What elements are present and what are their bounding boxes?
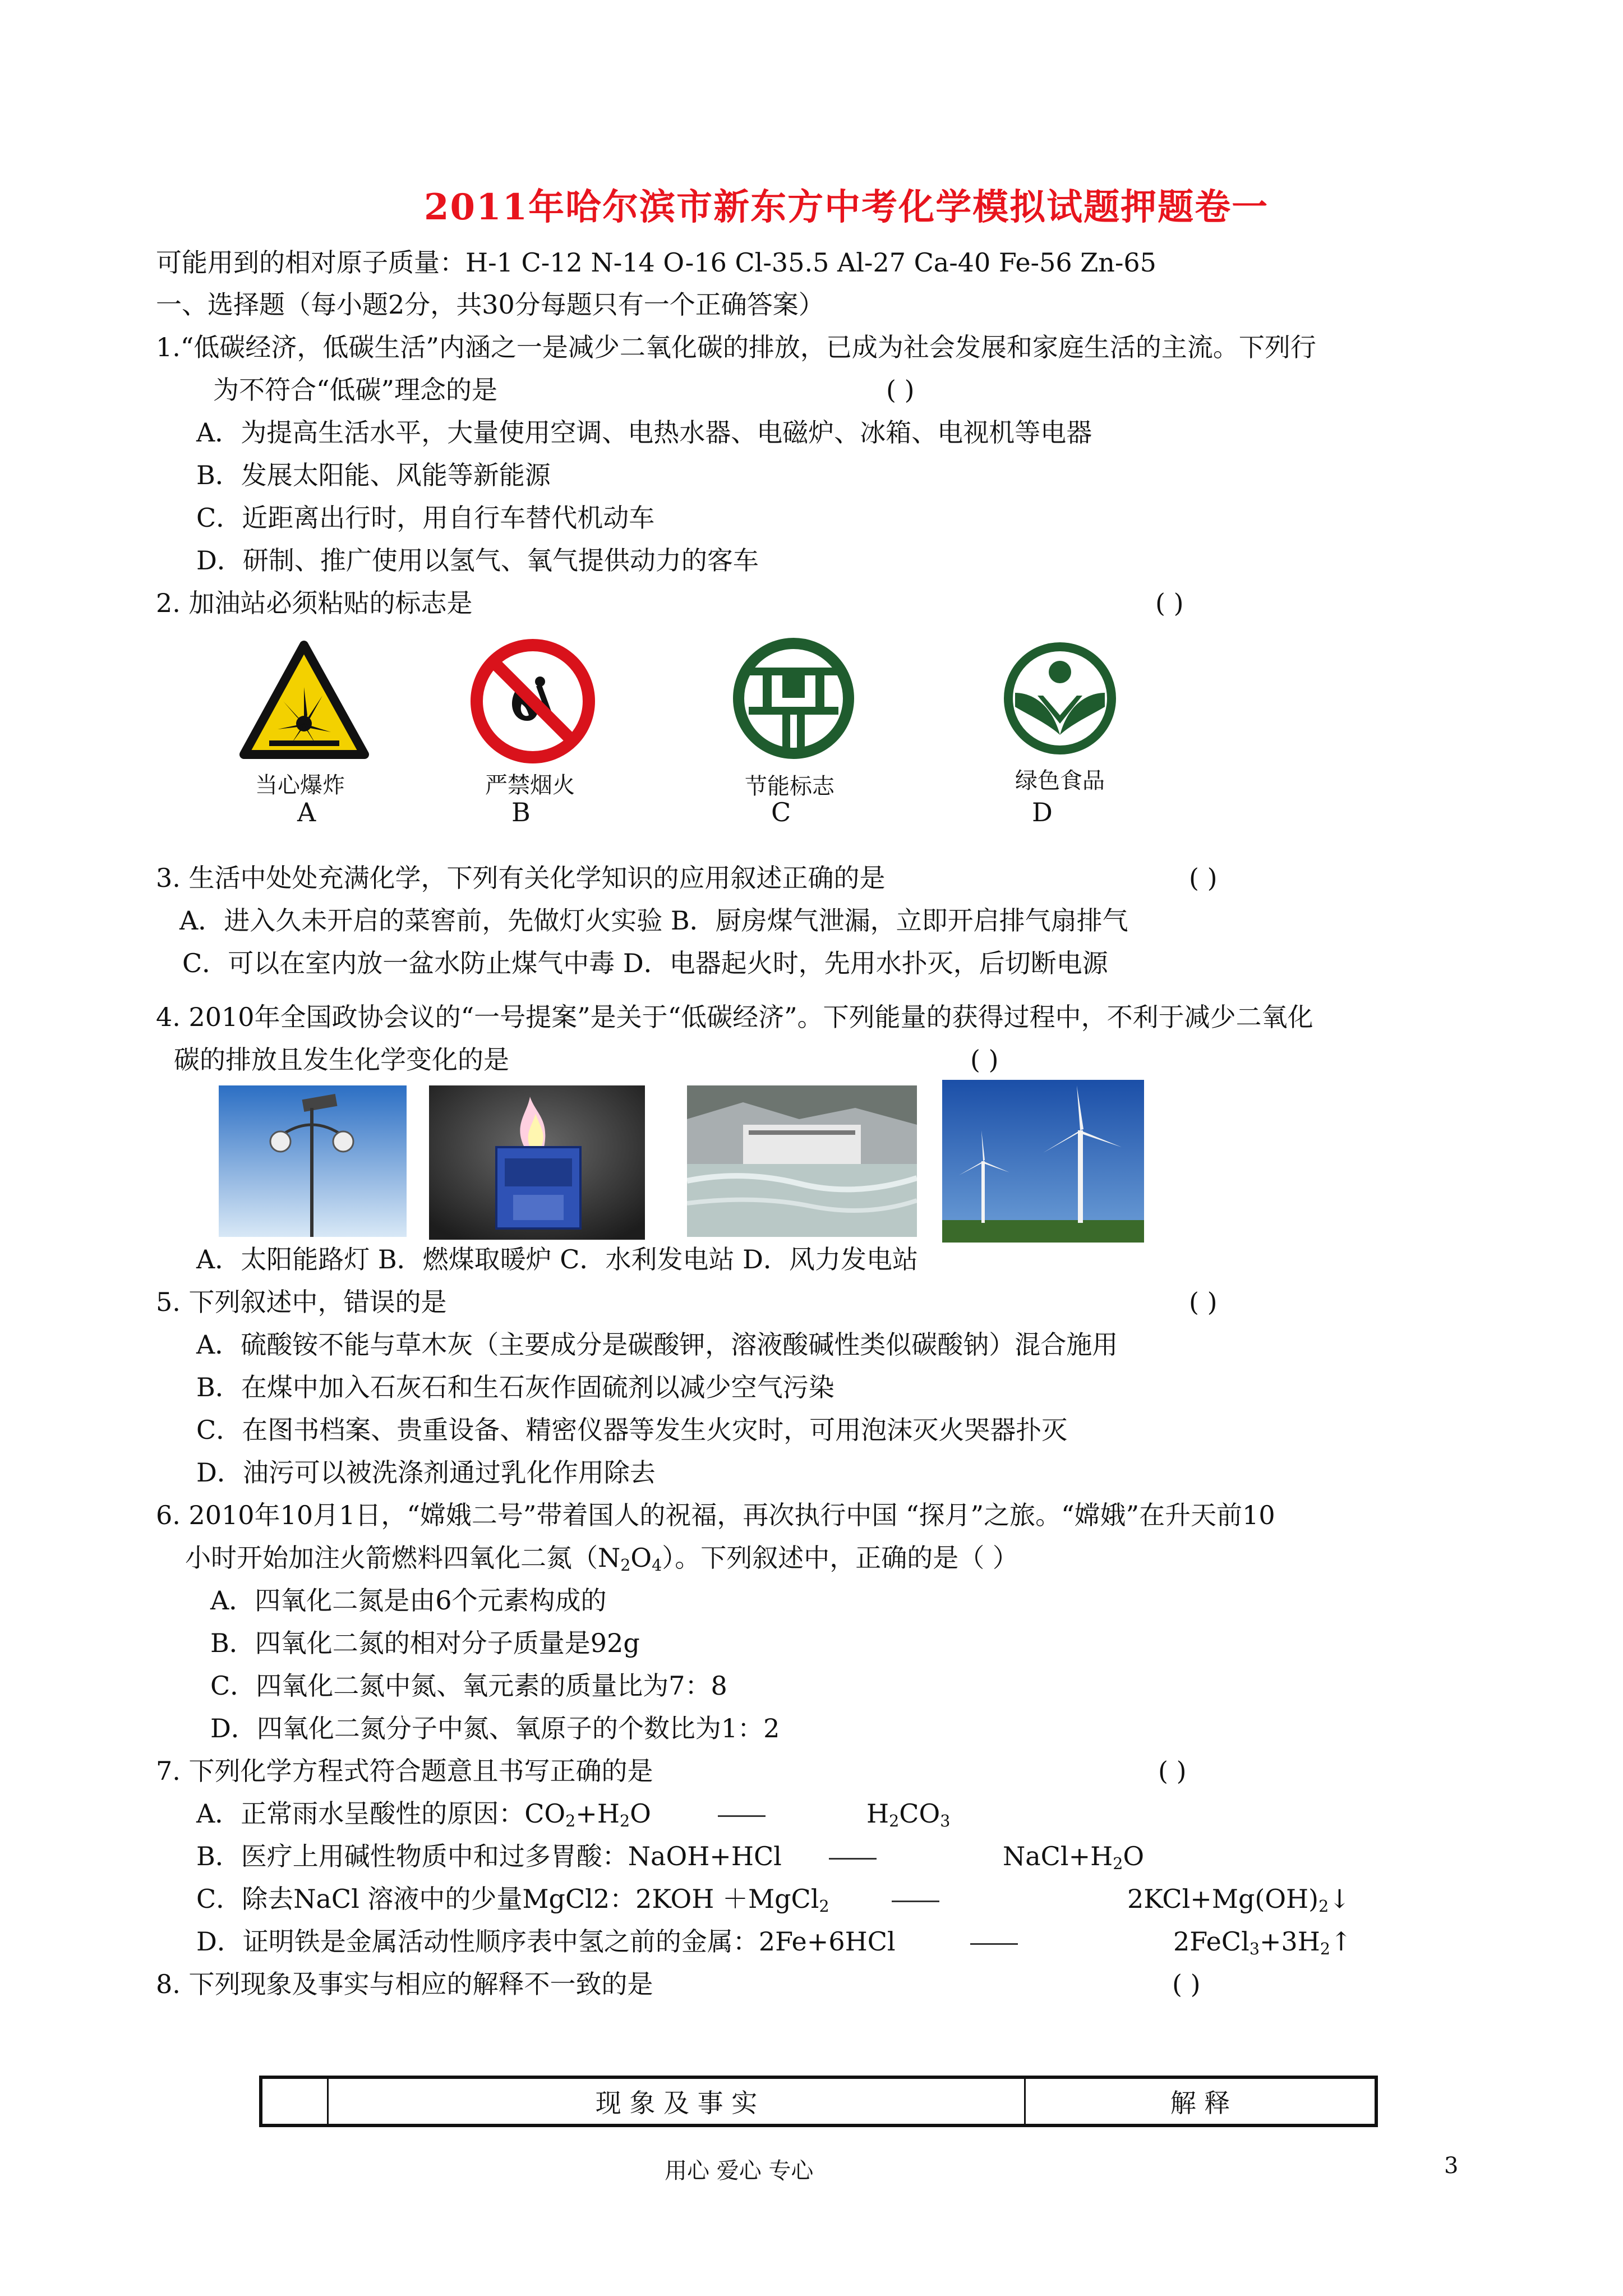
q7-d-reaction-line	[970, 1943, 1018, 1945]
q6-option-c: C．四氧化二氮中氮、氧元素的质量比为7：8	[210, 1671, 727, 1701]
q7-a-reaction-line	[718, 1815, 766, 1817]
q2-answer-paren: ( )	[1155, 588, 1184, 618]
q5-answer-paren: ( )	[1189, 1287, 1218, 1317]
q7-answer-paren: ( )	[1158, 1756, 1187, 1786]
q7-c-reaction-line	[892, 1901, 939, 1902]
q5-option-a: A．硫酸铵不能与草木灰（主要成分是碳酸钾，溶液酸碱性类似碳酸钠）混合施用	[196, 1329, 1118, 1360]
q4-answer-paren: ( )	[970, 1045, 999, 1075]
sign-a-letter: A	[297, 797, 316, 827]
sign-c-caption: 节能标志	[745, 774, 834, 799]
q5-option-d: D．油污可以被洗涤剂通过乳化作用除去	[196, 1457, 656, 1488]
green-food-icon	[998, 639, 1122, 757]
q7-option-d: D．证明铁是金属活动性顺序表中氢之前的金属：2Fe+6HCl	[196, 1926, 896, 1957]
section-heading: 一、选择题（每小题2分，共30分每题只有一个正确答案）	[156, 289, 824, 320]
q3-answer-paren: ( )	[1189, 863, 1218, 893]
q1-option-a: A．为提高生活水平，大量使用空调、电热水器、电磁炉、冰箱、电视机等电器	[196, 417, 1092, 448]
sign-d-caption: 绿色食品	[1015, 768, 1105, 794]
sign-b-caption: 严禁烟火	[485, 772, 575, 798]
sign-d-letter: D	[1032, 797, 1053, 827]
q6-option-d: D．四氧化二氮分子中氮、氧原子的个数比为1：2	[210, 1713, 780, 1743]
q6-line1: 6. 2010年10月1日，“嫦娥二号”带着国人的祝福，再次执行中国 “探月”之旅。“嫦娥”在升天前10	[156, 1500, 1275, 1530]
footer-motto: 用心 爱心 专心	[665, 2158, 814, 2184]
table-header-row	[261, 2077, 1376, 2125]
q7-option-a: A．正常雨水呈酸性的原因：$CO_2+H_2O$	[196, 1798, 651, 1831]
coal-stove-image	[429, 1085, 645, 1240]
page-number: 3	[1444, 2153, 1459, 2179]
energy-saving-icon	[729, 634, 858, 763]
q7-option-c: C．除去NaCl 溶液中的少量MgCl2：2KOH ＋MgCl$_2$	[196, 1884, 829, 1916]
q7-c-product: $2KCl+Mg(OH)_2↓$	[1127, 1884, 1350, 1916]
q8-answer-paren: ( )	[1172, 1969, 1201, 1999]
page-title: 2011年哈尔滨市新东方中考化学模拟试题押题卷一	[424, 186, 1269, 228]
explanation-table	[259, 2076, 1378, 2127]
sign-c-letter: C	[771, 797, 791, 827]
atomic-masses: 可能用到的相对原子质量：H-1 C-12 N-14 O-16 Cl-35.5 Al-27 Ca-40 Fe-56 Zn-65	[156, 247, 1156, 278]
q3-options-cd: C．可以在室内放一盆水防止煤气中毒 D．电器起火时，先用水扑灭，后切断电源	[182, 948, 1108, 978]
no-fire-icon	[468, 637, 597, 766]
q7-d-product: $2FeCl_3+3H_2↑$	[1173, 1926, 1352, 1959]
q1-option-b: B．发展太阳能、风能等新能源	[196, 460, 551, 490]
q4-line2: 碳的排放且发生化学变化的是	[174, 1045, 509, 1075]
q6-line2: 小时开始加注火箭燃料四氧化二氮$(N_2O_4)$。下列叙述中，正确的是（ ）	[185, 1543, 1018, 1575]
q7-b-product: $NaCl+H_2O$	[1003, 1841, 1145, 1874]
q1-answer-paren: ( )	[886, 375, 915, 405]
wind-power-station-image	[942, 1080, 1144, 1243]
table-header-blank	[261, 2077, 328, 2125]
q1-line1: 1.“低碳经济，低碳生活”内涵之一是减少二氧化碳的排放，已成为社会发展和家庭生活的主流。下列行	[156, 332, 1316, 362]
q7-b-reaction-line	[829, 1858, 877, 1860]
q3-text: 3. 生活中处处充满化学，下列有关化学知识的应用叙述正确的是	[156, 863, 886, 893]
q5-option-c: C．在图书档案、贵重设备、精密仪器等发生火灾时，可用泡沫灭火哭器扑灭	[196, 1415, 1068, 1445]
table-header-explanation: 解 释	[1025, 2077, 1377, 2125]
table-header-facts: 现 象 及 事 实	[328, 2077, 1025, 2125]
q2-text: 2. 加油站必须粘贴的标志是	[156, 588, 473, 618]
q3-options-ab: A．进入久未开启的菜窖前，先做灯火实验 B．厨房煤气泄漏，立即开启排气扇排气	[179, 905, 1128, 936]
q7-text: 7. 下列化学方程式符合题意且书写正确的是	[156, 1756, 653, 1786]
q7-a-product: $H_2CO_3$	[866, 1798, 951, 1831]
hydro-power-station-image	[687, 1085, 917, 1237]
sign-a-caption: 当心爆炸	[255, 772, 345, 798]
explosion-warning-icon	[238, 639, 370, 760]
solar-street-lamp-image	[219, 1085, 407, 1237]
q8-text: 8. 下列现象及事实与相应的解释不一致的是	[156, 1969, 653, 1999]
q1-option-d: D．研制、推广使用以氢气、氧气提供动力的客车	[196, 545, 759, 576]
q4-options: A．太阳能路灯 B．燃煤取暖炉 C．水利发电站 D．风力发电站	[196, 1244, 918, 1274]
q4-line1: 4. 2010年全国政协会议的“一号提案”是关于“低碳经济”。下列能量的获得过程中，不利于减少二氧化	[156, 1002, 1313, 1032]
q6-option-a: A．四氧化二氮是由6个元素构成的	[210, 1585, 607, 1616]
q1-line2: 为不符合“低碳”理念的是	[213, 375, 498, 405]
q5-option-b: B．在煤中加入石灰石和生石灰作固硫剂以减少空气污染	[196, 1372, 834, 1402]
q1-option-c: C．近距离出行时，用自行车替代机动车	[196, 503, 655, 533]
q7-option-b: B．医疗上用碱性物质中和过多胃酸：NaOH+HCl	[196, 1841, 782, 1871]
sign-b-letter: B	[511, 797, 531, 827]
q5-text: 5. 下列叙述中，错误的是	[156, 1287, 447, 1317]
q6-option-b: B．四氧化二氮的相对分子质量是92g	[210, 1628, 640, 1658]
